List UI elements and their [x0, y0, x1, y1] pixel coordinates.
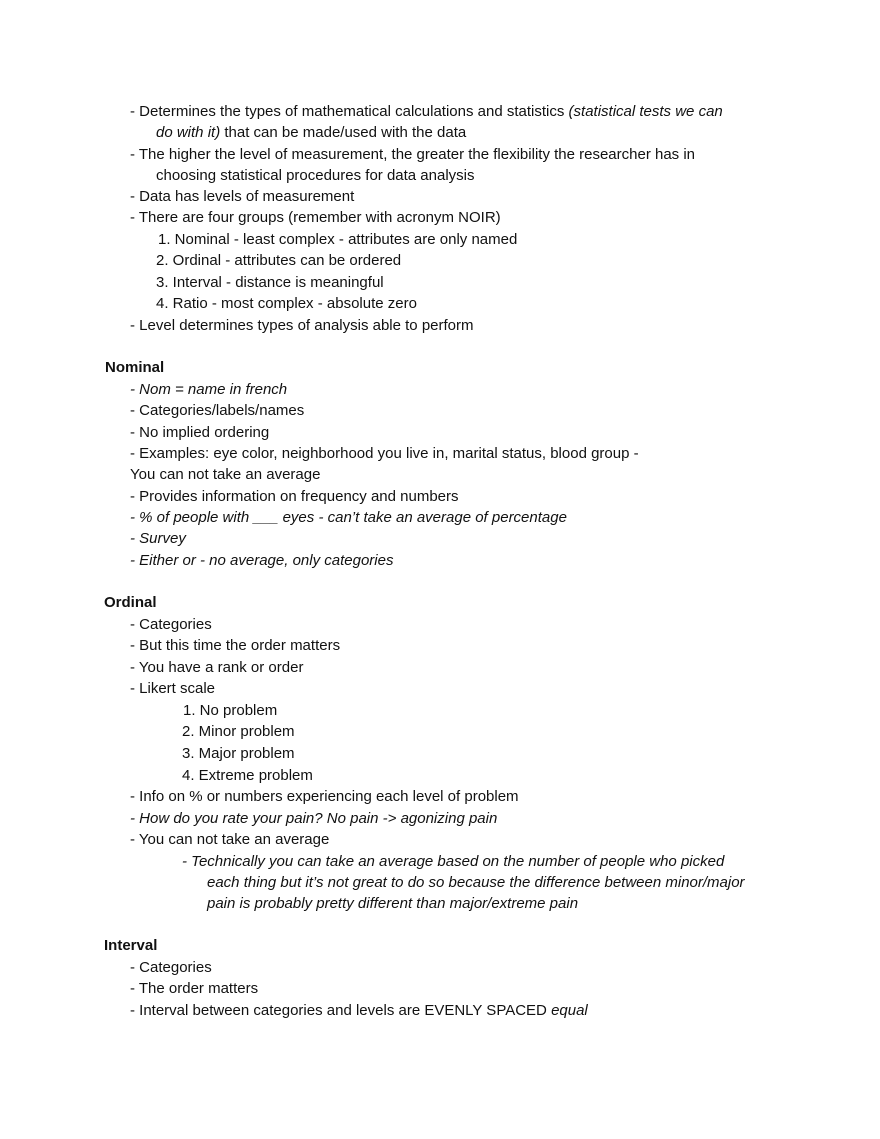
ordinal-item: - You have a rank or order: [130, 659, 304, 676]
nominal-item: You can not take an average: [130, 466, 321, 483]
nominal-item: - Either or - no average, only categories: [130, 552, 394, 569]
intro-line-5: - Data has levels of measurement: [130, 188, 355, 205]
ordinal-item: - You can not take an average: [130, 831, 330, 848]
ordinal-heading: Ordinal: [104, 594, 157, 611]
intro-line-3: - The higher the level of measurement, the greater the flexibility the researcher has in: [130, 146, 696, 163]
ordinal-item: - Categories: [130, 616, 212, 633]
ordinal-item: - Likert scale: [130, 680, 216, 697]
nominal-item: - Nom = name in french: [130, 381, 288, 398]
interval-text: - Interval between categories and levels are EVENLY SPACED: [130, 1002, 552, 1019]
level-item: 3. Interval - distance is meaningful: [156, 274, 384, 291]
intro-line-6: - There are four groups (remember with acronym NOIR): [130, 209, 501, 226]
ordinal-item: - Info on % or numbers experiencing each level of problem: [130, 788, 519, 805]
nominal-item: - No implied ordering: [130, 424, 270, 441]
likert-item: 1. No problem: [183, 702, 278, 719]
nominal-item: - Provides information on frequency and numbers: [130, 488, 459, 505]
nominal-item: - % of people with ___ eyes - can’t take an average of percentage: [130, 509, 567, 526]
level-item: 1. Nominal - least complex - attributes are only named: [158, 231, 518, 248]
interval-italic-text: equal: [551, 1002, 588, 1019]
nominal-item: - Survey: [130, 530, 186, 547]
likert-item: 3. Major problem: [182, 745, 295, 762]
nominal-heading: Nominal: [105, 359, 165, 376]
intro-italic-text: do with it): [156, 124, 221, 141]
ordinal-item: - But this time the order matters: [130, 637, 341, 654]
interval-item: - Categories: [130, 959, 212, 976]
level-item: 4. Ratio - most complex - absolute zero: [156, 295, 417, 312]
level-item: 2. Ordinal - attributes can be ordered: [156, 252, 402, 269]
intro-text: that can be made/used with the data: [220, 124, 467, 141]
likert-item: 2. Minor problem: [182, 723, 295, 740]
interval-item: [130, 1000, 588, 1021]
ordinal-note: each thing but it’s not great to do so because the difference between minor/major: [207, 874, 745, 891]
nominal-item: - Examples: eye color, neighborhood you live in, marital status, blood group -: [130, 445, 639, 462]
likert-item: 4. Extreme problem: [182, 767, 313, 784]
ordinal-note: pain is probably pretty different than major/extreme pain: [207, 895, 579, 912]
ordinal-item: - How do you rate your pain? No pain -> agonizing pain: [130, 810, 498, 827]
intro-text: - Determines the types of mathematical calculations and statistics: [130, 103, 569, 120]
ordinal-note: - Technically you can take an average based on the number of people who picked: [182, 853, 725, 870]
interval-heading: Interval: [104, 937, 158, 954]
intro-line-2: [156, 122, 466, 143]
nominal-item: - Categories/labels/names: [130, 402, 305, 419]
intro-italic-text: (statistical tests we can: [568, 103, 723, 120]
intro-line-last: - Level determines types of analysis able to perform: [130, 317, 474, 334]
interval-item: - The order matters: [130, 980, 259, 997]
intro-line-1: [130, 101, 723, 122]
intro-line-4: choosing statistical procedures for data analysis: [156, 167, 475, 184]
